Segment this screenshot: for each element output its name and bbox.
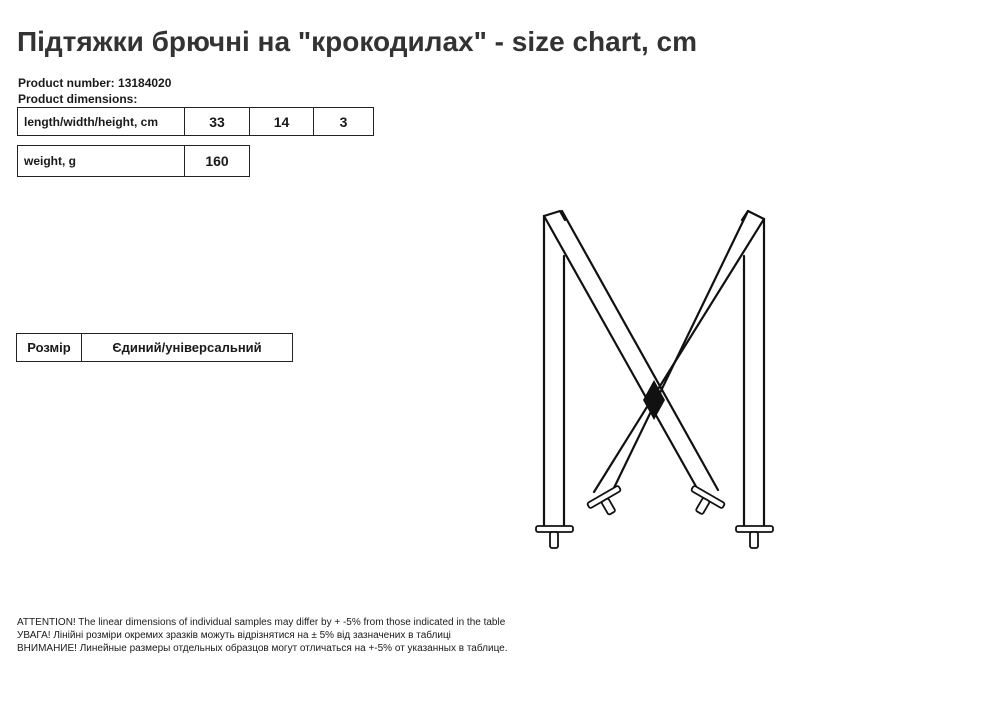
disclaimer-notes (17, 616, 508, 655)
note-russian: ВНИМАНИЕ! Линейные размеры отдельных образцов могут отличаться на +-5% от указанных в таблице. (17, 643, 508, 654)
product-number-label: Product number: (18, 76, 115, 90)
clip-left (536, 526, 573, 548)
clip-diagonal-right (683, 485, 725, 521)
height-value: 3 (314, 108, 374, 136)
product-number (18, 76, 171, 90)
product-number-value: 13184020 (118, 76, 172, 90)
suspenders-drawing (520, 200, 785, 555)
table-row (18, 146, 250, 177)
weight-table (17, 145, 250, 177)
weight-label: weight, g (18, 146, 185, 177)
clip-diagonal-left (587, 485, 629, 521)
table-row (17, 334, 293, 362)
note-english: ATTENTION! The linear dimensions of individual samples may differ by + -5% from those indicated in the table (17, 617, 506, 628)
length-value: 33 (185, 108, 250, 136)
size-label: Розмір (17, 334, 82, 362)
weight-value: 160 (185, 146, 250, 177)
page-title: Підтяжки брючні на "крокодилах" - size chart, cm (17, 26, 697, 57)
size-table (16, 333, 293, 362)
size-value: Єдиний/універсальний (82, 334, 293, 362)
product-dimensions-label: Product dimensions: (18, 92, 138, 106)
table-row (18, 108, 374, 136)
dimensions-table (17, 107, 374, 136)
width-value: 14 (250, 108, 314, 136)
dimensions-label: length/width/height, cm (18, 108, 185, 136)
clip-right (736, 526, 773, 548)
note-ukrainian: УВАГА! Лінійні розміри окремих зразків можуть відрізнятися на ± 5% від зазначених в таблиці (17, 630, 451, 641)
cross-joint (643, 380, 665, 420)
